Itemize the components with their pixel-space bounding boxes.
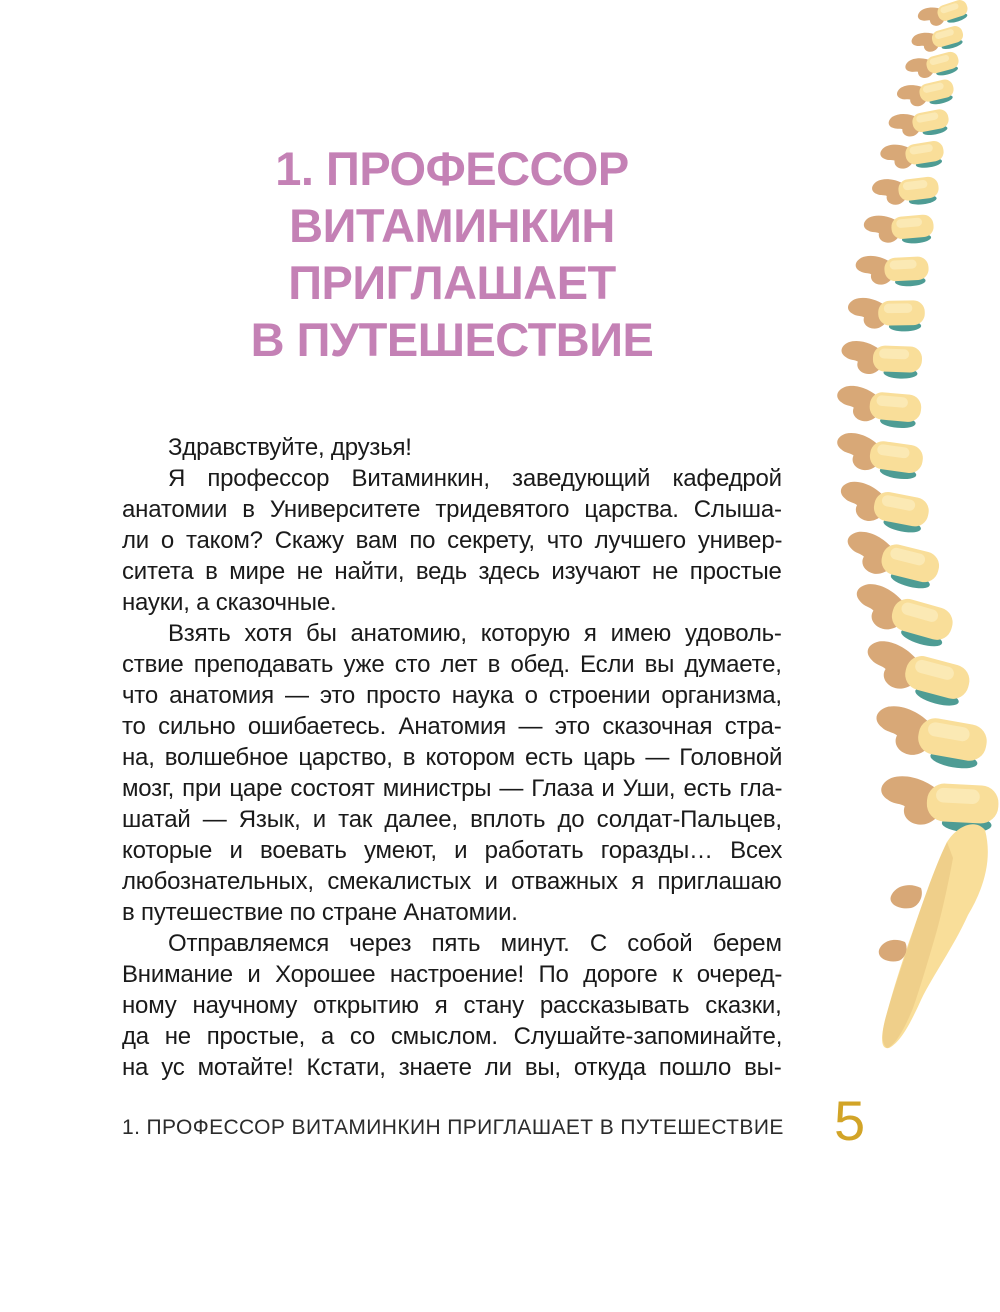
- paragraph: [122, 928, 782, 1083]
- text-line: Здравствуйте, друзья!: [168, 434, 412, 461]
- paragraph: [122, 432, 782, 463]
- text-line: на, волшебное царство, в котором есть царь — Головной: [122, 744, 783, 771]
- text-line: то сильно ошибаетесь. Анатомия — это сказочная стра-: [122, 713, 782, 740]
- text-line: которые и воевать умеют, и работать горазды… Всех: [122, 837, 783, 864]
- text-line: науки, а сказочные.: [122, 589, 337, 616]
- text-line: Отправляемся через пять минут. С собой берем: [168, 930, 782, 957]
- text-line: Взять хотя бы анатомию, которую я имею удоволь-: [168, 620, 782, 647]
- text-line: в путешествие по стране Анатомии.: [122, 899, 518, 926]
- paragraph: [122, 618, 782, 928]
- text-line: ствие преподавать уже сто лет в обед. Если вы думаете,: [122, 651, 782, 678]
- text-line: ли о таком? Скажу вам по секрету, что лучшего универ-: [122, 527, 783, 554]
- text-line: Внимание и Хорошее настроение! По дороге к очеред-: [122, 961, 783, 988]
- text-line: ситета в мире не найти, ведь здесь изучают не простые: [122, 558, 782, 585]
- page-number: 5: [834, 1089, 866, 1152]
- text-line: мозг, при царе состоят министры — Глаза и Уши, есть гла-: [122, 775, 783, 802]
- text-line: анатомии в Университете тридевятого царства. Слыша-: [122, 496, 782, 523]
- body-text: [122, 432, 782, 1083]
- text-line: любознательных, смекалистых и отважных я приглашаю: [122, 868, 782, 895]
- title-line: ВИТАМИНКИН: [289, 199, 615, 252]
- text-line: ному научному открытию я стану рассказывать сказки,: [122, 992, 782, 1019]
- title-line: В ПУТЕШЕСТВИЕ: [250, 313, 654, 366]
- title-line: 1. ПРОФЕССОР: [275, 142, 629, 195]
- footer: [122, 1089, 882, 1170]
- title-line: ПРИГЛАШАЕТ: [288, 256, 616, 309]
- text-line: шатай — Язык, и так далее, вплоть до солдат-Пальцев,: [122, 806, 782, 833]
- chapter-title: [122, 140, 782, 368]
- paragraph: [122, 463, 782, 618]
- spine-illustration: [825, 0, 1000, 1075]
- running-footer: 1. ПРОФЕССОР ВИТАМИНКИН ПРИГЛАШАЕТ В ПУТЕШЕСТВИЕ: [122, 1116, 784, 1139]
- text-line: да не простые, а со смыслом. Слушайте-запоминайте,: [122, 1023, 783, 1050]
- text-line: Я профессор Витаминкин, заведующий кафедрой: [168, 465, 782, 492]
- text-line: на ус мотайте! Кстати, знаете ли вы, откуда пошло вы-: [122, 1054, 782, 1081]
- text-line: что анатомия — это просто наука о строении организма,: [122, 682, 782, 709]
